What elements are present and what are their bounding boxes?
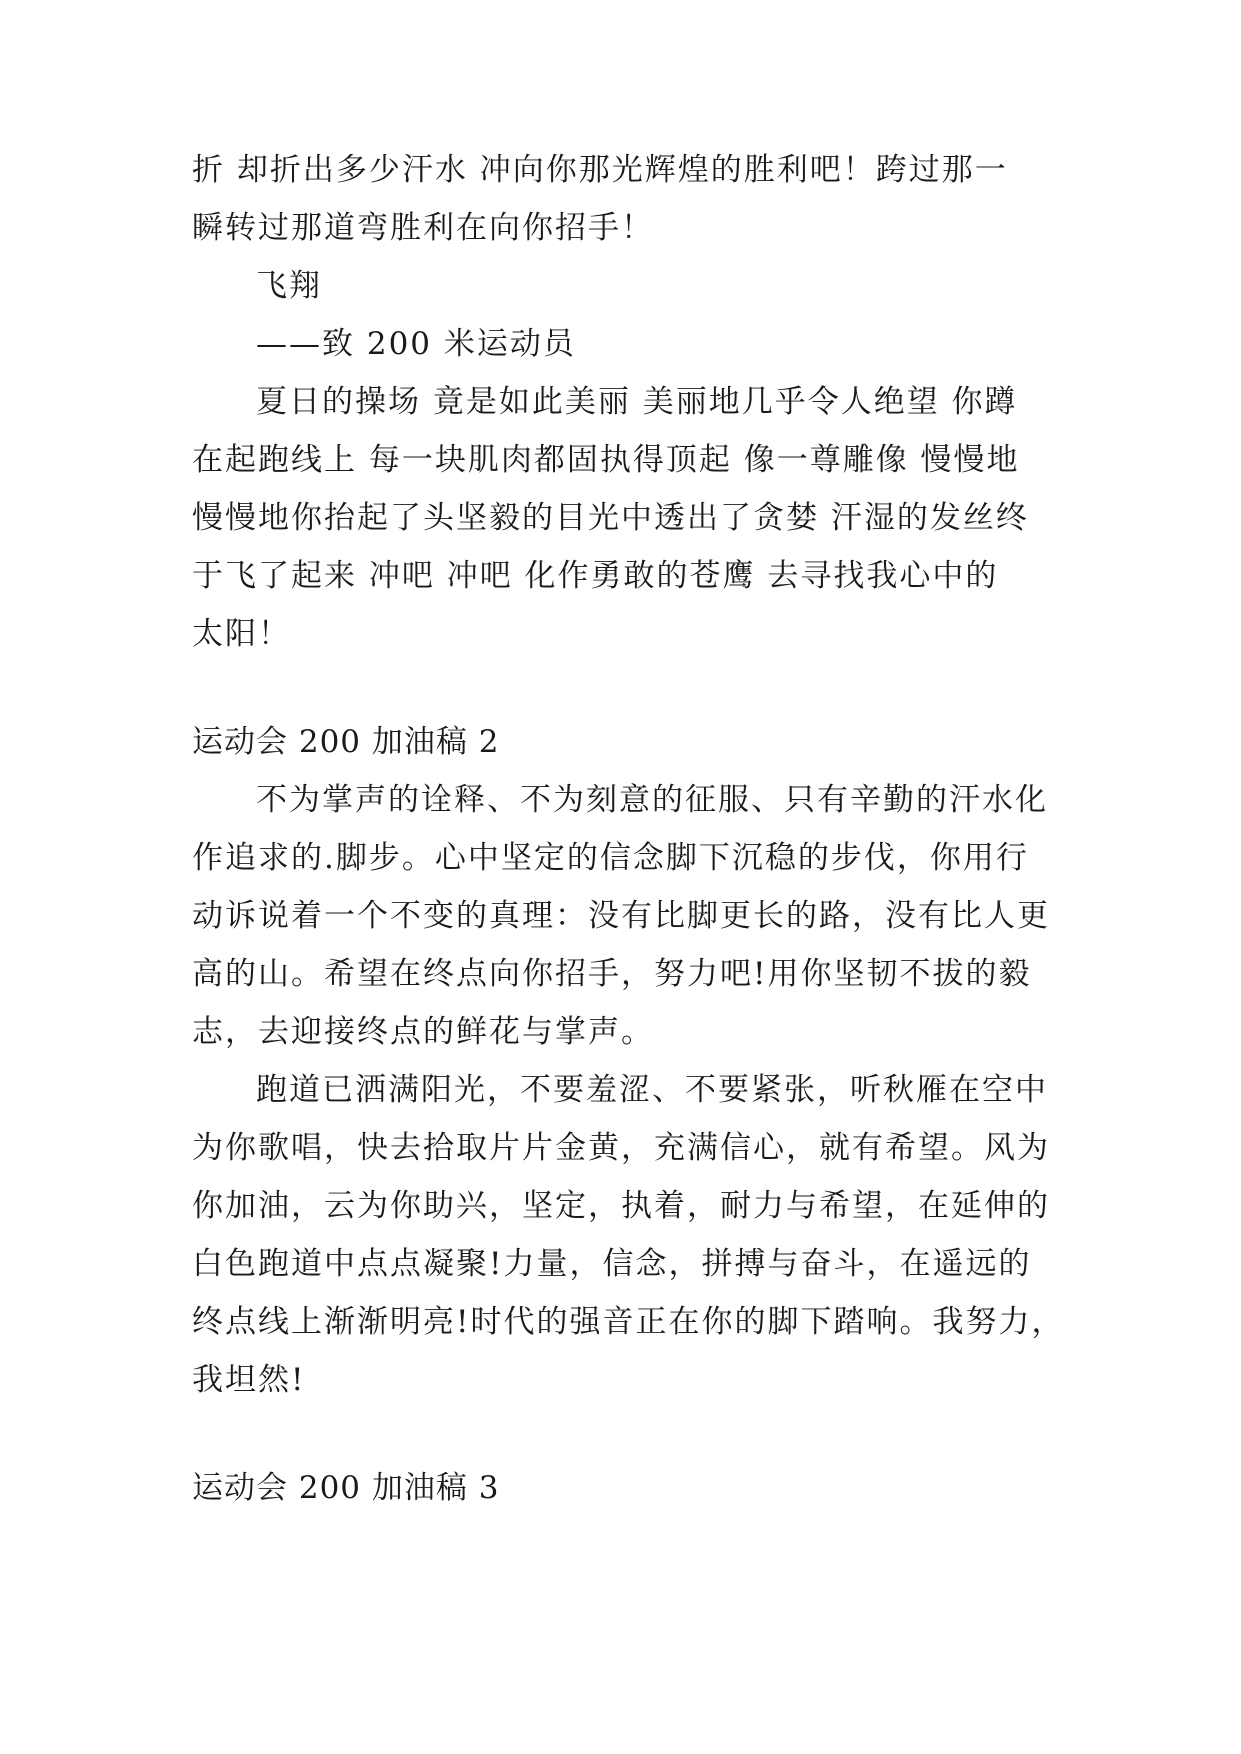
text-line: 志，去迎接终点的鲜花与掌声。	[192, 1014, 654, 1050]
poem-title: 飞翔	[256, 268, 322, 304]
section-heading: 运动会 200 加油稿 3	[192, 1470, 500, 1506]
text-line: 夏日的操场 竟是如此美丽 美丽地几乎令人绝望 你蹲	[256, 384, 1018, 420]
section-heading: 运动会 200 加油稿 2	[192, 724, 500, 760]
poem-dedication: ——致 200 米运动员	[256, 326, 576, 362]
text-line: 慢慢地你抬起了头坚毅的目光中透出了贪婪 汗湿的发丝终	[192, 500, 1029, 536]
text-line: 动诉说着一个不变的真理：没有比脚更长的路，没有比人更	[192, 898, 1050, 934]
text-line: 折 却折出多少汗水 冲向你那光辉煌的胜利吧！跨过那一	[192, 152, 1008, 188]
text-line: 不为掌声的诠释、不为刻意的征服、只有辛勤的汗水化	[256, 782, 1048, 818]
text-line: 在起跑线上 每一块肌肉都固执得顶起 像一尊雕像 慢慢地	[192, 442, 1020, 478]
text-line: 太阳！	[192, 616, 291, 652]
text-line: 我坦然!	[192, 1362, 306, 1398]
text-line: 瞬转过那道弯胜利在向你招手！	[192, 210, 654, 246]
text-line: 为你歌唱，快去拾取片片金黄，充满信心，就有希望。风为	[192, 1130, 1050, 1166]
text-line: 作追求的.脚步。心中坚定的信念脚下沉稳的步伐，你用行	[192, 840, 1029, 876]
text-line: 终点线上渐渐明亮!时代的强音正在你的脚下踏响。我努力，	[192, 1304, 1065, 1340]
text-line: 于飞了起来 冲吧 冲吧 化作勇敢的苍鹰 去寻找我心中的	[192, 558, 999, 594]
text-line: 你加油，云为你助兴，坚定，执着，耐力与希望，在延伸的	[192, 1188, 1050, 1224]
text-line: 高的山。希望在终点向你招手，努力吧!用你坚韧不拔的毅	[192, 956, 1032, 992]
text-line: 跑道已洒满阳光，不要羞涩、不要紧张，听秋雁在空中	[256, 1072, 1048, 1108]
text-line: 白色跑道中点点凝聚!力量，信念，拼搏与奋斗，在遥远的	[192, 1246, 1032, 1282]
